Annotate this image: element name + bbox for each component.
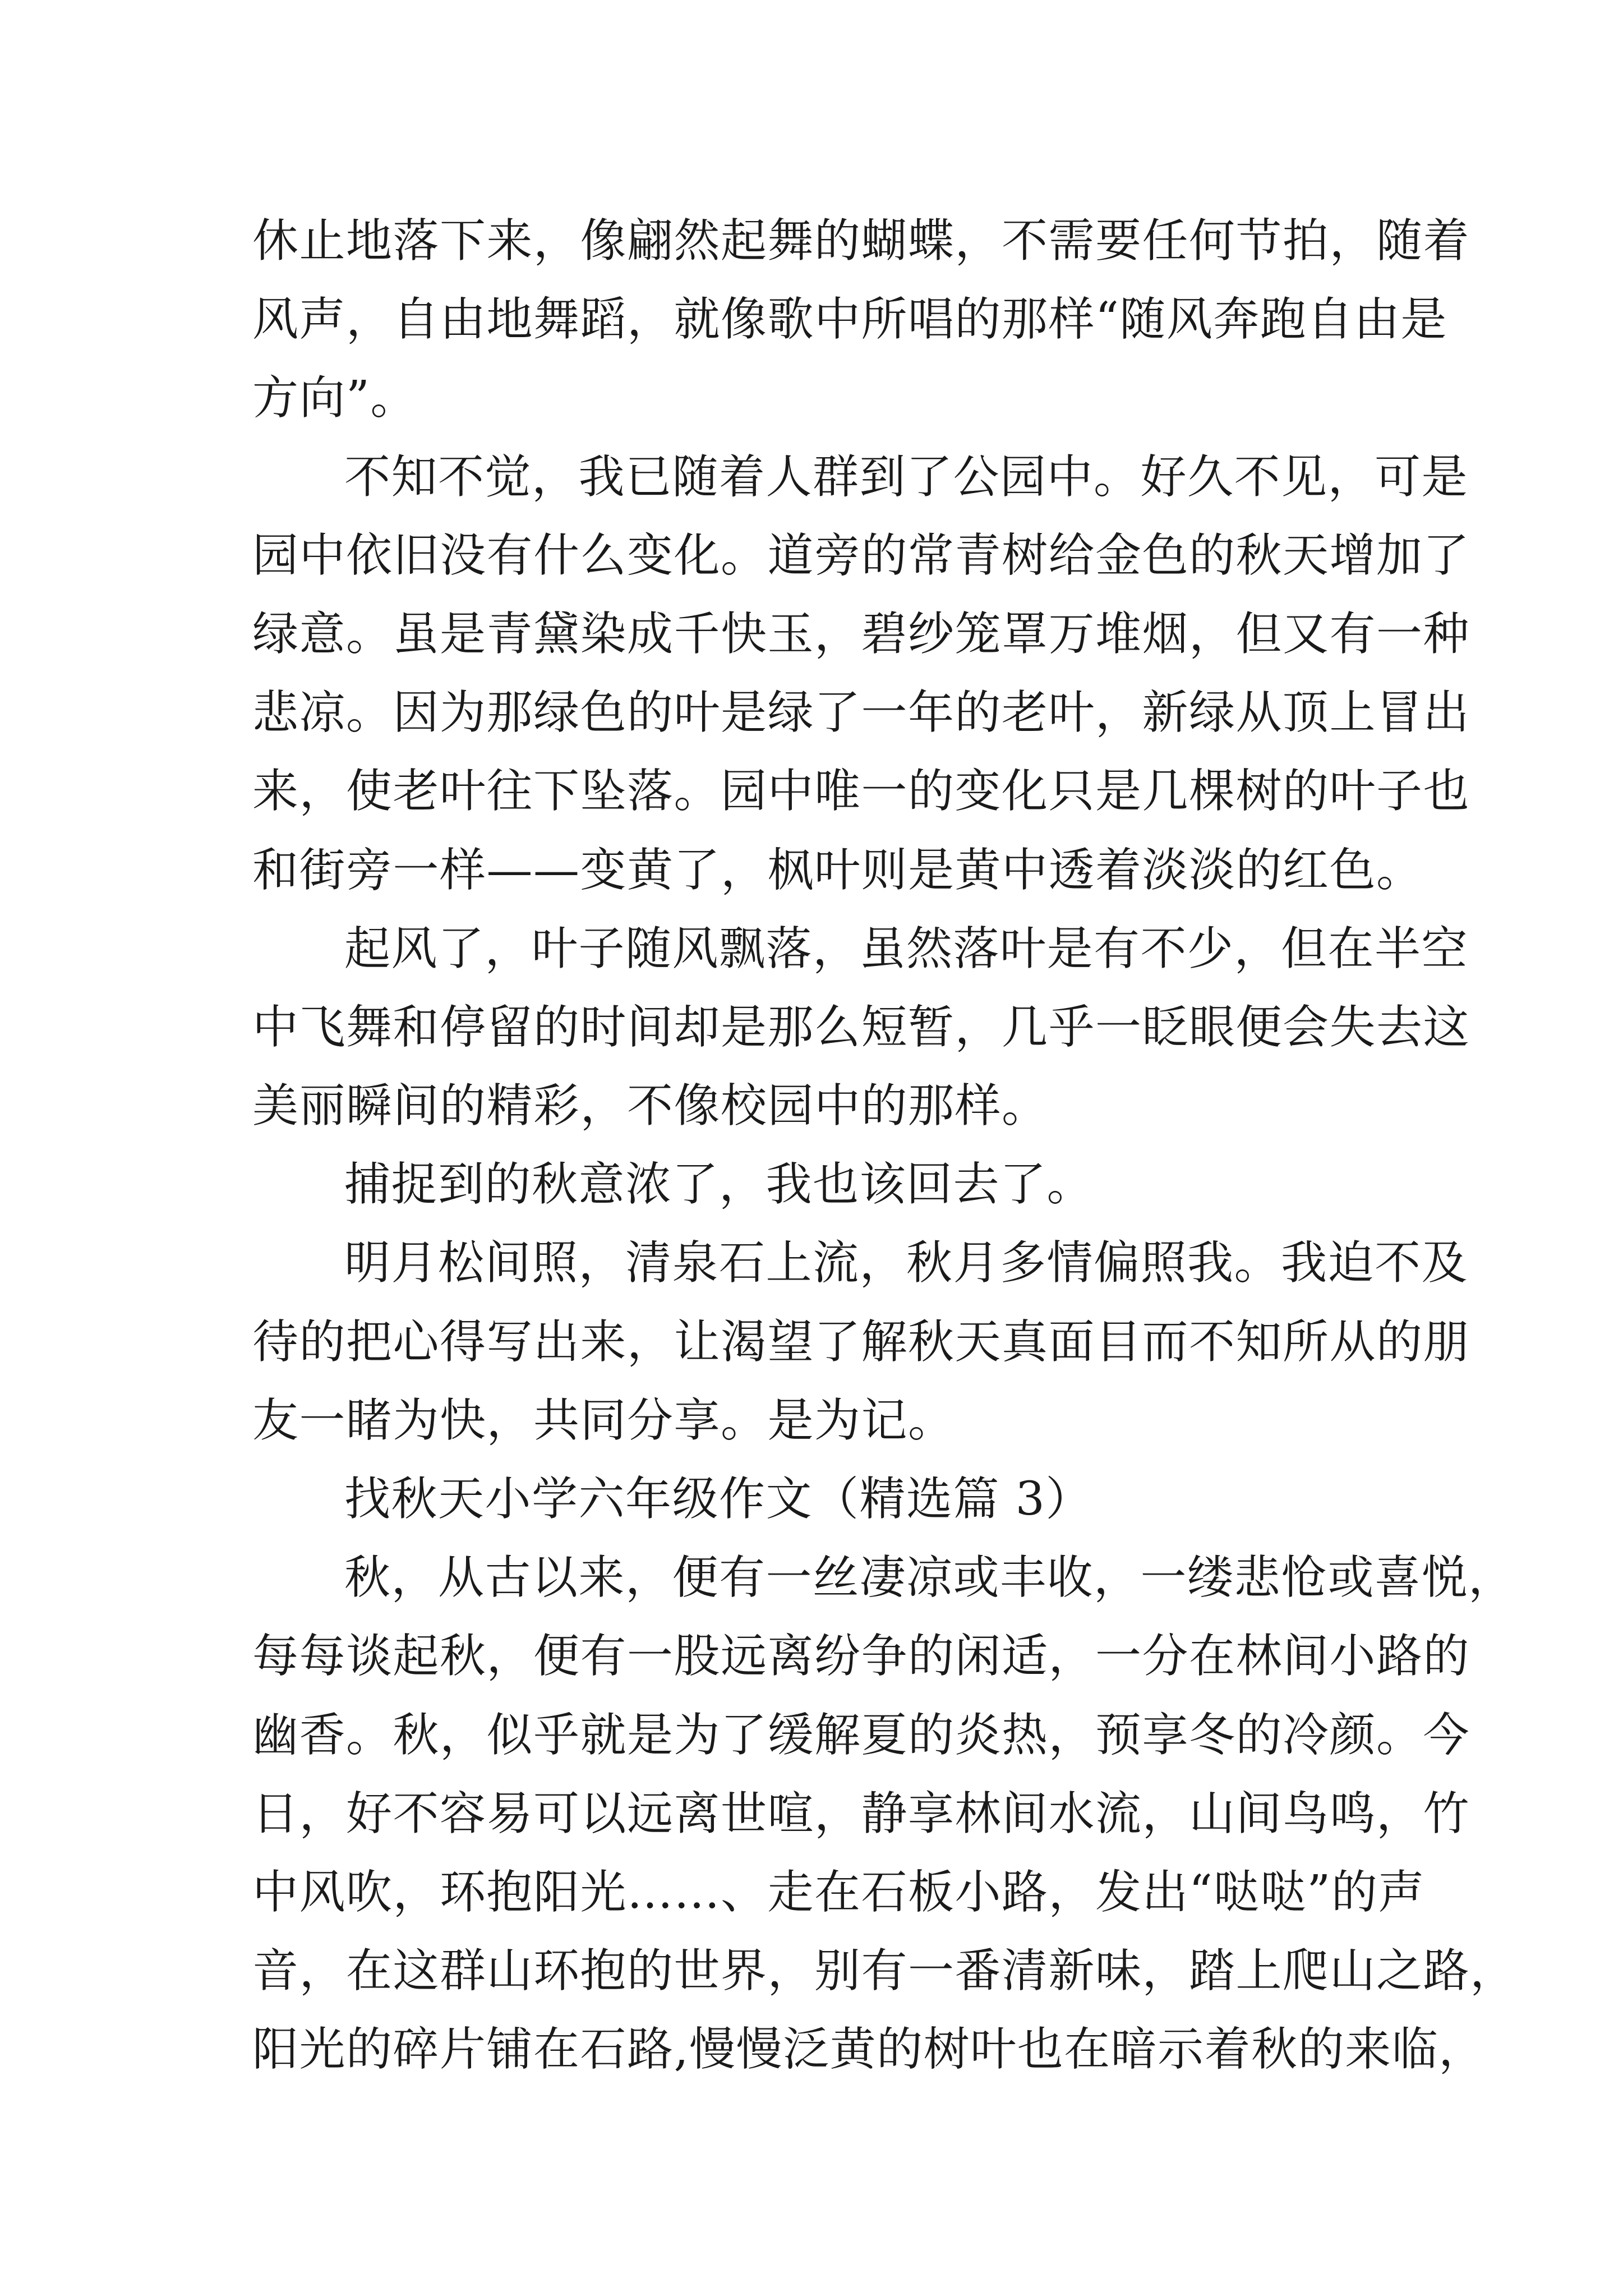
paragraph-first-line: 起风了，叶子随风飘落，虽然落叶是有不少，但在半空	[344, 922, 1469, 976]
text-line: 音，在这群山环抱的世界，别有一番清新味，踏上爬山之路，	[252, 1944, 1517, 1998]
text-line: 悲凉。因为那绿色的叶是绿了一年的老叶，新绿从顶上冒出	[252, 686, 1470, 740]
text-line: 休止地落下来，像翩然起舞的蝴蝶，不需要任何节拍，随着	[252, 214, 1470, 268]
text-line: 每每谈起秋，便有一股远离纷争的闲适，一分在林间小路的	[252, 1630, 1470, 1683]
text-line: 友一睹为快，共同分享。是为记。	[252, 1393, 955, 1447]
text-line: 风声，自由地舞蹈，就像歌中所唱的那样“随风奔跑自由是	[252, 293, 1447, 347]
text-line: 待的把心得写出来，让渴望了解秋天真面目而不知所从的朋	[252, 1315, 1470, 1369]
text-line: 日，好不容易可以远离世喧，静享林间水流，山间鸟鸣，竹	[252, 1787, 1470, 1841]
text-line: 幽香。秋，似乎就是为了缓解夏的炎热，预享冬的冷颜。今	[252, 1708, 1470, 1762]
text-line: 园中依旧没有什么变化。道旁的常青树给金色的秋天增加了	[252, 528, 1470, 582]
paragraph-first-line: 明月松间照，清泉石上流，秋月多情偏照我。我迫不及	[344, 1236, 1469, 1290]
paragraph-first-line: 捕捉到的秋意浓了，我也该回去了。	[344, 1158, 1094, 1212]
section-heading: 找秋天小学六年级作文（精选篇 3）	[344, 1473, 1092, 1526]
text-line: 和街旁一样——变黄了，枫叶则是黄中透着淡淡的红色。	[252, 843, 1423, 897]
text-line: 中风吹，环抱阳光……、走在石板小路，发出“哒哒”的声	[252, 1865, 1425, 1919]
text-line: 绿意。虽是青黛染成千快玉，碧纱笼罩万堆烟，但又有一种	[252, 607, 1470, 661]
text-line: 阳光的碎片铺在石路,慢慢泛黄的树叶也在暗示着秋的来临，	[252, 2023, 1486, 2077]
text-line: 中飞舞和停留的时间却是那么短暂，几乎一眨眼便会失去这	[252, 1000, 1470, 1054]
document-body	[252, 202, 1517, 2090]
paragraph-first-line: 秋，从古以来，便有一丝凄凉或丰收，一缕悲怆或喜悦，	[344, 1551, 1515, 1605]
text-line: 来，使老叶往下坠落。园中唯一的变化只是几棵树的叶子也	[252, 765, 1470, 818]
text-line: 方向”。	[252, 371, 417, 425]
text-line: 美丽瞬间的精彩，不像校园中的那样。	[252, 1079, 1049, 1133]
paragraph-first-line: 不知不觉，我已随着人群到了公园中。好久不见，可是	[344, 450, 1469, 504]
